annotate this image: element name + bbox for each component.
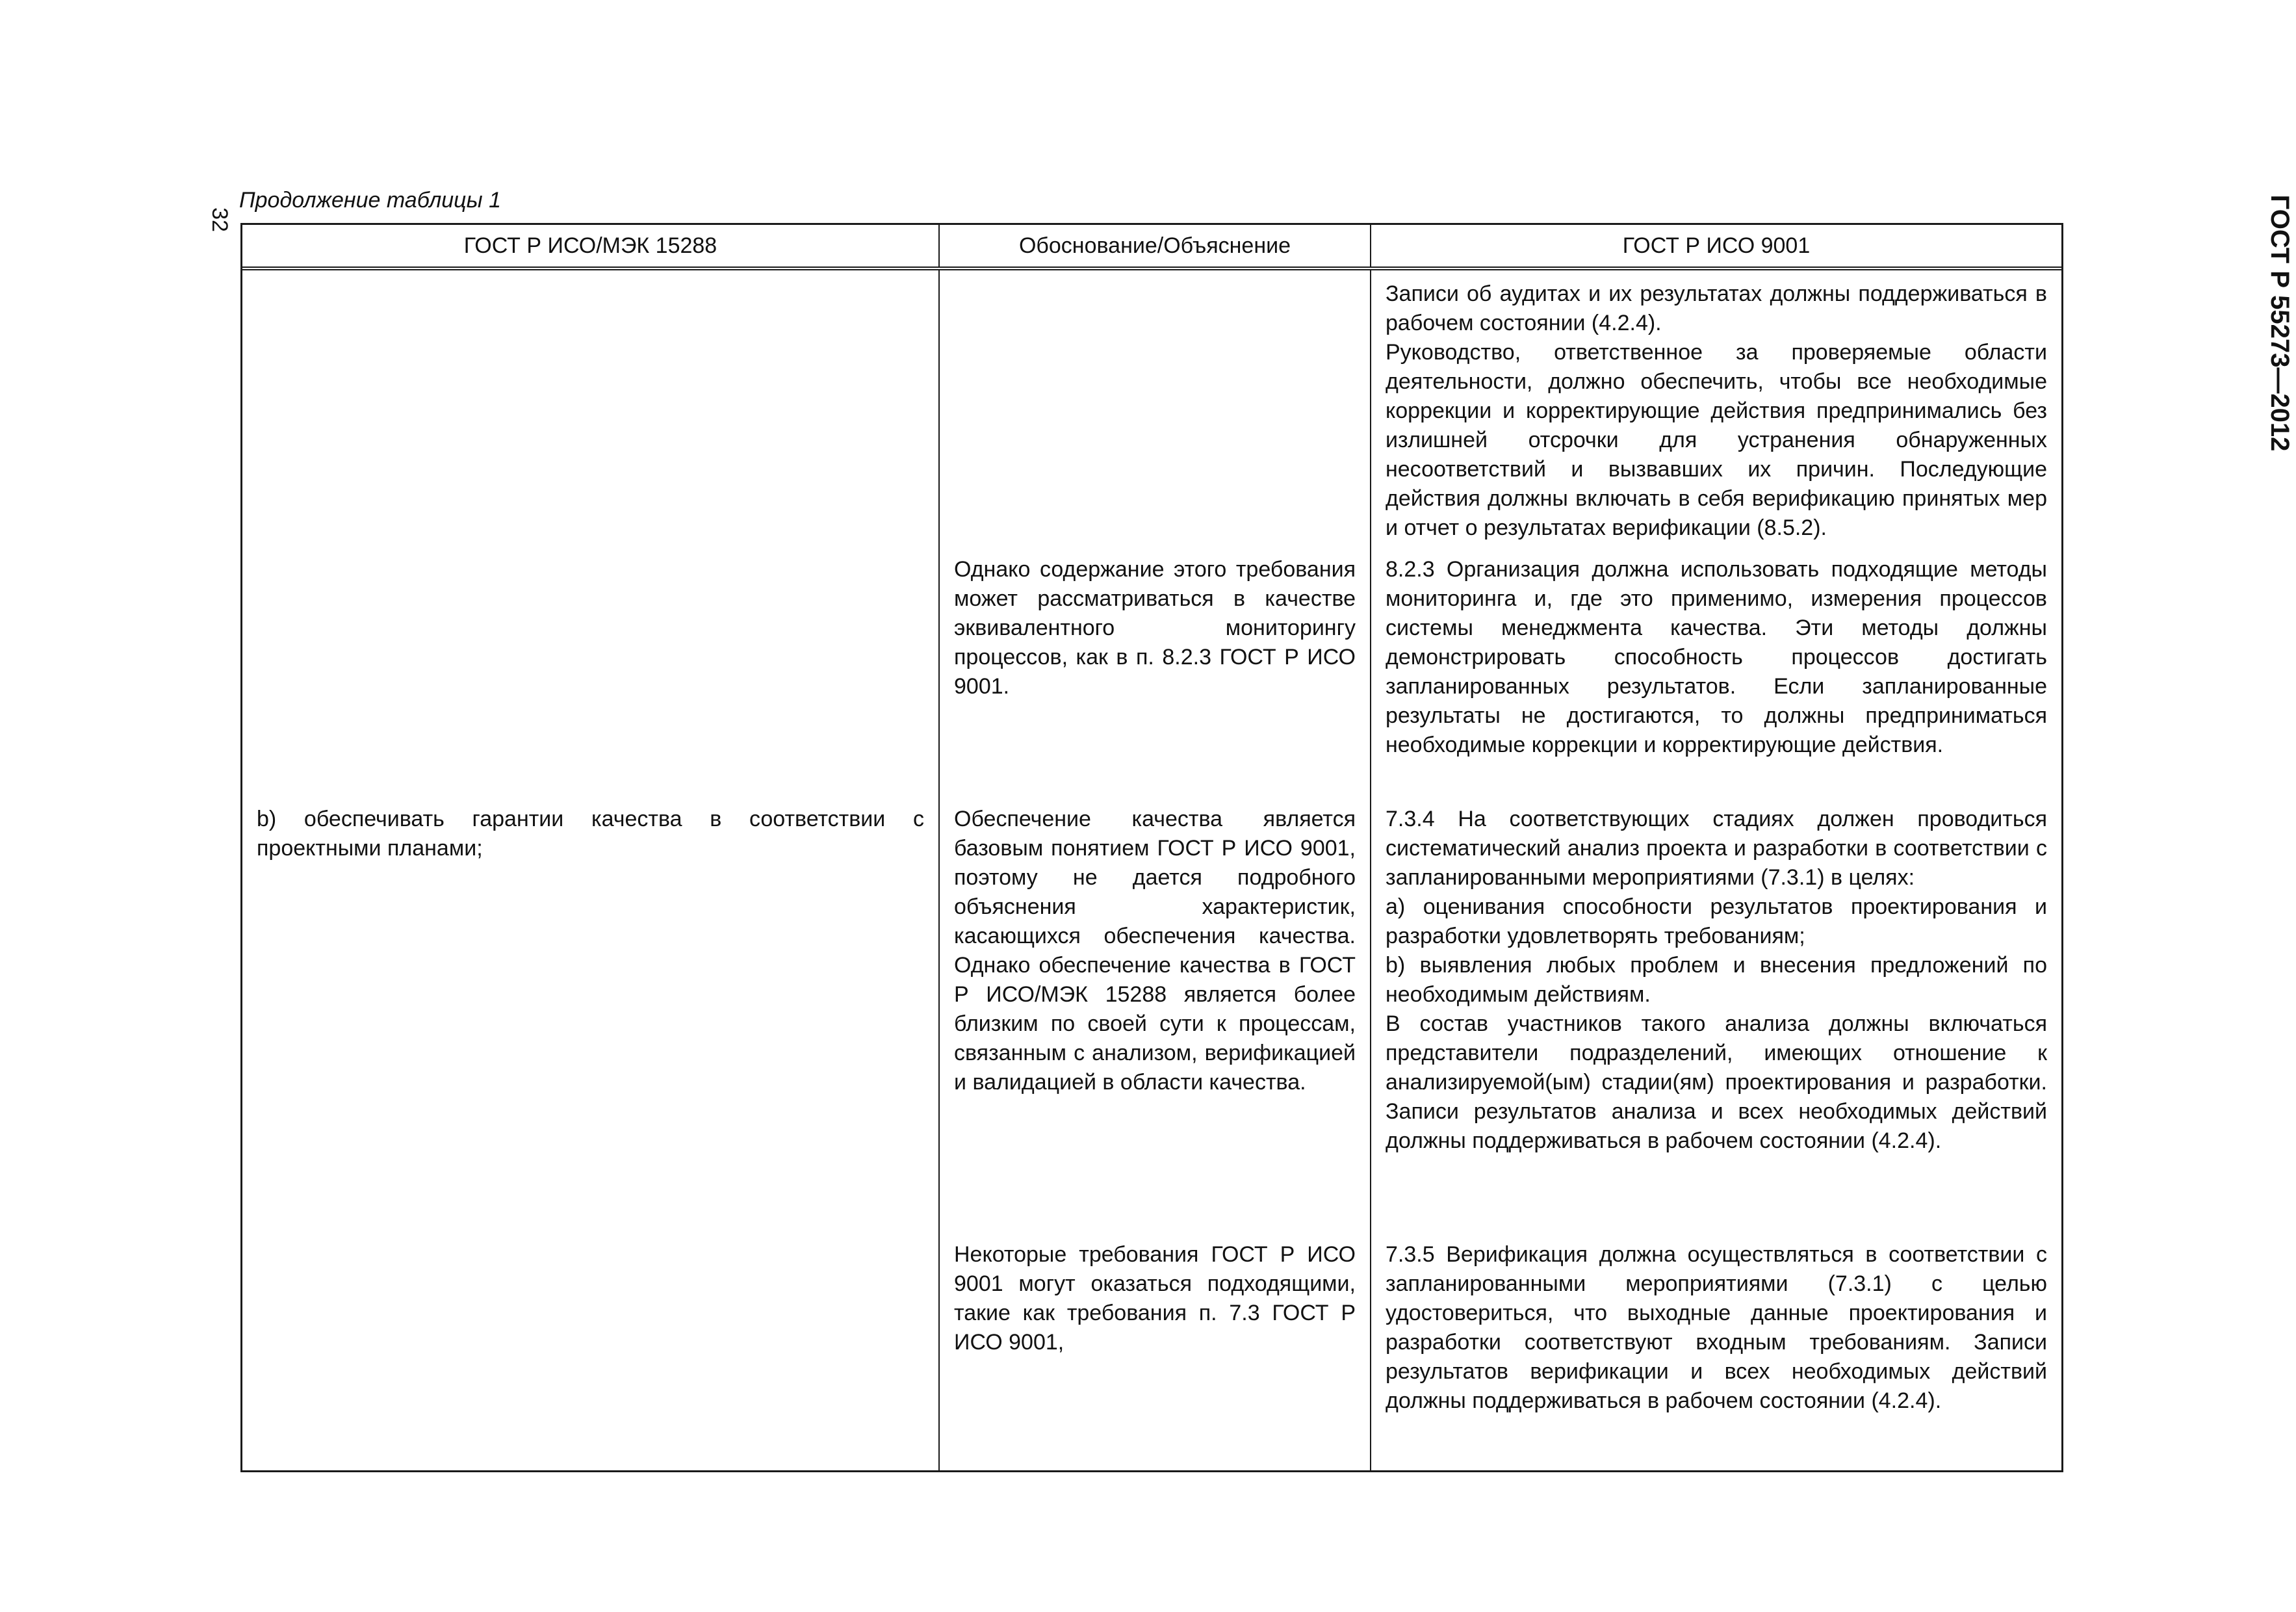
paragraph: b) обеспечивать гарантии качества в соответствии с проектными планами; <box>257 807 924 861</box>
comparison-table <box>240 223 2063 1472</box>
paragraph: В состав участников такого анализа должны включаться представители подразделений, имеющих отношение к анализируемой(ым) стадии(ям) проектирования и разработки. Записи результатов анализа и всех необходимых действий должны поддерживаться в рабочем состоянии (4.2.4). <box>1386 1011 2047 1153</box>
paragraph: 7.3.5 Верификация должна осуществляться в соответствии с запланированными мероприятиями (7.3.1) с целью удостовериться, что выходные данные проектирования и разработки соответствуют входным требованиям. Записи результатов верификации и всех необходимых действий должны поддерживаться в рабочем состоянии (4.2.4). <box>1386 1242 2047 1413</box>
page-number: 32 <box>207 207 232 232</box>
cell-gost-15288 <box>242 1234 939 1470</box>
paragraph: 7.3.4 На соответствующих стадиях должен проводиться систематический анализ проекта и разработки в соответствии с запланированными мероприятиями (7.3.1) в целях: <box>1386 807 2047 890</box>
cell-gost-15288 <box>242 268 939 546</box>
paragraph: b) выявления любых проблем и внесения предложений по необходимым действиям. <box>1386 953 2047 1007</box>
paragraph: Записи об аудитах и их результатах должны поддерживаться в рабочем состоянии (4.2.4). <box>1386 281 2047 335</box>
table-row <box>242 268 2061 546</box>
header-justification: Обоснование/Объяснение <box>939 225 1371 268</box>
cell-gost-9001 <box>1371 268 2061 546</box>
table-row <box>242 546 2061 796</box>
paragraph: Обеспечение качества является базовым понятием ГОСТ Р ИСО 9001, поэтому не дается подробного объяснения характеристик, касающихся обеспечения качества. Однако обеспечение качества в ГОСТ Р ИСО/МЭК 15288 является более близким по своей сути к процессам, связанным с анализом, верификацией и валидацией в области качества. <box>954 807 1356 1095</box>
cell-justification <box>939 546 1371 796</box>
table-row <box>242 1234 2061 1470</box>
header-gost-9001: ГОСТ Р ИСО 9001 <box>1371 225 2061 268</box>
paragraph: 8.2.3 Организация должна использовать подходящие методы мониторинга и, где это применимо, измерения процессов системы менеджмента качества. Эти методы должны демонстрировать способность процессов достигать запланированных результатов. Если запланированные результаты не достигаются, то должны предприниматься необходимые коррекции и корректирующие действия. <box>1386 557 2047 757</box>
cell-gost-9001 <box>1371 1234 2061 1470</box>
table-header-row <box>242 225 2061 268</box>
table-caption: Продолжение таблицы 1 <box>239 188 501 213</box>
cell-gost-9001 <box>1371 546 2061 796</box>
cell-gost-15288 <box>242 796 939 1234</box>
cell-gost-9001 <box>1371 796 2061 1234</box>
paragraph: Некоторые требования ГОСТ Р ИСО 9001 могут оказаться подходящими, такие как требования п. 7.3 ГОСТ Р ИСО 9001, <box>954 1242 1356 1355</box>
paragraph: Однако содержание этого требования может рассматриваться в качестве эквивалентного мониторингу процессов, как в п. 8.2.3 ГОСТ Р ИСО 9001. <box>954 557 1356 699</box>
header-gost-15288: ГОСТ Р ИСО/МЭК 15288 <box>242 225 939 268</box>
paragraph: Руководство, ответственное за проверяемые области деятельности, должно обеспечить, чтобы все необходимые коррекции и корректирующие действия предпринимались без излишней отсрочки для устранения обнаруженных несоответствий и вызвавших их причин. Последующие действия должны включать в себя верификацию принятых мер и отчет о результатах верификации (8.5.2). <box>1386 340 2047 540</box>
table-row <box>242 796 2061 1234</box>
cell-gost-15288 <box>242 546 939 796</box>
cell-justification <box>939 796 1371 1234</box>
paragraph: а) оценивания способности результатов проектирования и разработки удовлетворять требованиям; <box>1386 894 2047 948</box>
cell-justification <box>939 268 1371 546</box>
document-code: ГОСТ Р 55273—2012 <box>2265 194 2294 452</box>
cell-justification <box>939 1234 1371 1470</box>
